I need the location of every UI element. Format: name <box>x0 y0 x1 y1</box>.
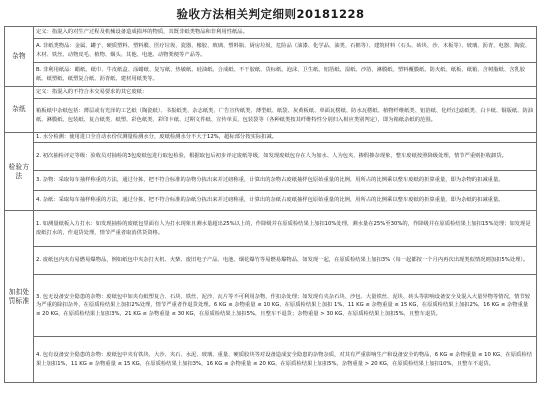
table-row <box>5 133 537 143</box>
table-row <box>5 275 537 337</box>
definition-text: 定义：指混入的对生产过程及机械设备造成损坏的物质，其既非纸类物品和非利用性纸品。 <box>34 27 537 39</box>
rules-table <box>4 26 537 383</box>
rule-text: 2. 初次抽检评定等级：验收员对抽检的3包废纸包进行取包检验，根据取包后初步评定废纸等级，如发现废纸包存在人为加水、人为包夹、掺假掺杂现象，整车废纸按照降级处理，情节严重则拒收卸货。 <box>34 143 537 171</box>
table-row <box>5 39 537 63</box>
rule-text: 2. 废纸包内夹有易燃易爆物品，例如纸包中夹杂打火机、火柴、废旧电子产品、电池、烟花爆竹等易燃易爆物品，如发现一起，在原质检结果上加扣3%（每一起都按一个月内再次出现类似情况则加扣5%处理）。 <box>34 247 537 275</box>
rule-text: 3. 杂物：采取每车抽样称重的方法，通过分拣，把不符合标准的杂物分拣出来并过磅称重，计算出的杂物占废纸抽样包原始重量的比例，用所占的比例乘以整车废纸的折算重量，即为杂物的扣减重量。 <box>34 171 537 191</box>
rule-text: 4. 包有设备安全隐患的杂物：废纸包中夹有铁块、大沙、夹石、水泥、玻璃、重量、硬质胶块等对设备造成安全隐患的杂物杂质，对其有严重影响生产和设备安全的物品，6 KG ≤ 杂物重量 ≤ 10 KG，在原质检结果上加扣1%，11 KG ≤ 杂物重量 ≤ 15 KG，在原质检结果上加扣3%，16 KG ≤ 杂物重量 ≤ 20 KG，在原质检结果上加扣5%，杂物重量 > 20 KG，在原质检结果上加扣10%，且整车不退货。 <box>34 337 537 383</box>
table-row <box>5 247 537 275</box>
table-row <box>5 171 537 191</box>
definition-text: 定义：指混入的不符合本交易要求的其它废纸： <box>34 87 537 99</box>
rule-text: 4. 杂纸：采取每车抽样称重的方法，通过分拣，把不符合标准的杂纸分拣出来并过磅称重，计算出的杂纸占废纸抽样包原始重量的比例，用所占的比例乘以整车废纸的折算重量，即为杂纸的扣减重量。 <box>34 191 537 211</box>
rule-text: 1. 水分检测：使用进口全自动水份仪测量检测水分，废纸检测水分不大于12%，超标部分按实际扣减。 <box>34 133 537 143</box>
table-row <box>5 99 537 133</box>
rule-text: 3. 包无设备安全隐患的杂物：废纸包中如夹有纸塑复合、石块、铁丝、泥沙、瓦片等不可利用杂物，作扣杂处理；如发现有夹杂石块、沙包、大量铁丝、泥块、砖头等影响设备安全及混入大量异物等情况，情节较为严重的除扣杂外，在原质检结果上加扣2%处理，情节严重者作退货处理。6 KG ≤ 杂物重量 ≤ 10 KG，在原质检结果上加扣 1%，11 KG ≤ 杂物重量 ≤ 15 KG，在原质检结果上加扣2%，16 KG ≤ 杂物重量 ≤ 20 KG，在原质检结果上加扣3%，21 KG ≤ 杂物重量 ≤ 30 KG，在原质检结果上加扣5%，且整车不退货；杂物重量 > 30 KG，在原质检结果上加扣5%，且整车退货。 <box>34 275 537 337</box>
table-row <box>5 191 537 211</box>
table-row <box>5 211 537 247</box>
table-row <box>5 143 537 171</box>
rule-text: A. 非纸类物品：金属、罐子、硬质塑料、塑料膜、医疗垃圾、瓷器、橡胶、玻璃、塑料瓶、厨房垃圾、危险品（油漆、化学品、油类、石棉等）、建筑材料（石头、砖块、沙、木板等）、玻璃、沥青、电器、陶瓷、木材、铁丝、动物皮毛、植物、烟头、其他、电池、动物粪便等产品等。 <box>34 39 537 63</box>
document-title: 验收方法相关判定细则20181228 <box>176 7 365 21</box>
table-row <box>5 63 537 87</box>
table-row <box>5 337 537 383</box>
table-row <box>5 27 537 39</box>
category-cell-mixed-paper: 杂纸 <box>5 87 34 133</box>
rule-text: 箱板纸中杂纸包括：薄层或有光泽的工艺纸（陶瓷纸）、书报纸类、杂志纸类、广告宣传纸类、薄型纸、纸袋、灰黄板纸、单面瓦楞纸、防水瓦楞纸、植物纤维纸类、铝箔纸、化纤/过滤纸类、白卡纸、铜版纸、防油纸、淋膜纸、包装纸、复合纸类、纸塑、彩色纸类、彩印卡纸、过期文件纸、宣传单页、包装袋等（各种纸类按其纤维特性分别归入相应类别判定），即为箱纸杂纸的范围。 <box>34 99 537 133</box>
table-row <box>5 87 537 99</box>
rule-text: 1. 如测量纸板入力打水：如发现抽检的废纸包里面有人为打水现象且测水量超出25%以上的，作降级并在原质检结果上加扣10%处理，测水量在25%至30%的，作降级并在原质检结果上加扣15%处理；如发现是废纸打水的，作退货处理，情节严重者取消供货资格。 <box>34 211 537 247</box>
rule-text: B. 非利用纸品：蜡纸、纸巾、牛皮纸盒、涂蜡纸、复写纸、热敏纸、硅油纸、合成纸、不干胶纸、货标纸、泡沫、卫生纸、铝箔纸、湿纸、沙箔、淋膜纸、塑料覆膜纸、防火纸、纸板、纸箱、含树脂纸、含乳胶纸、纸塑纸、纸塑复合纸、沥青纸、建材用纸类等。 <box>34 63 537 87</box>
category-cell-penalty: 加扣处罚标准 <box>5 211 34 383</box>
category-cell-impurities: 杂物 <box>5 27 34 87</box>
category-cell-inspection: 检验方法 <box>5 133 34 211</box>
